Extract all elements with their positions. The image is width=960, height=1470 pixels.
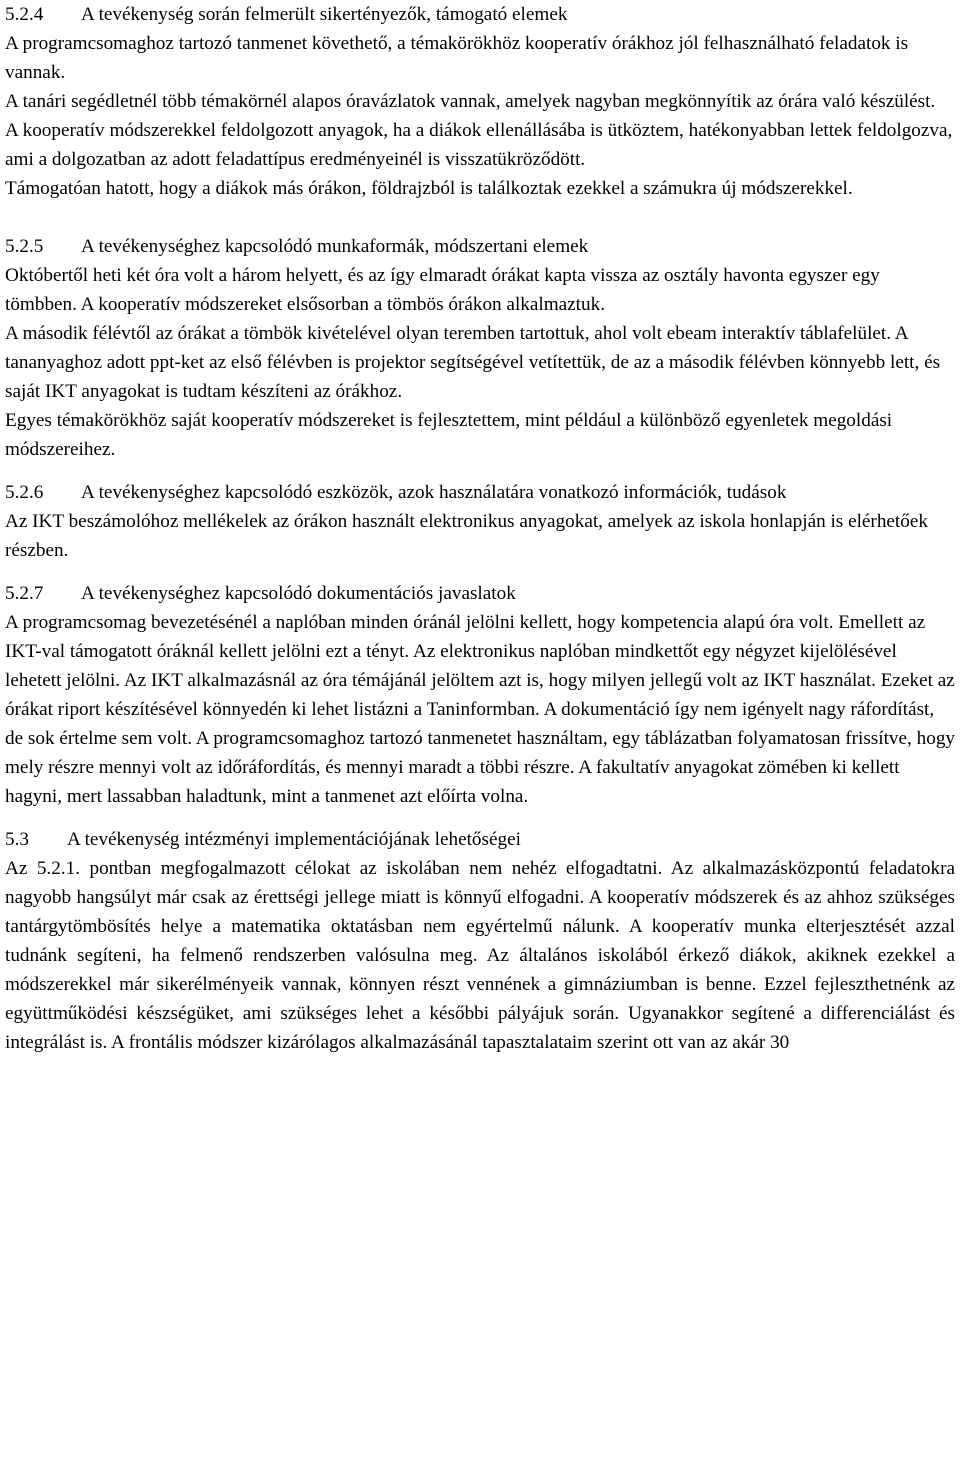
section-number: 5.2.6	[5, 482, 44, 503]
paragraph: Az IKT beszámolóhoz mellékelek az órákon használt elektronikus anyagokat, amelyek az iskola honlapján is elérhetőek részben.	[5, 511, 928, 561]
paragraph: A második félévtől az órákat a tömbök kivételével olyan teremben tartottuk, ahol volt ebeam interaktív táblafelület. A tananyaghoz adott ppt-ket az első félévben is projektor segítségével vetítettük, de az a második félévben könnyebb lett, és saját IKT anyagokat is tudtam készíteni az órákhoz.	[5, 323, 941, 402]
section-heading-5-2-6	[5, 478, 955, 507]
section-title: A tevékenység intézményi implementációjának lehetőségei	[67, 829, 521, 850]
paragraph: Októbertől heti két óra volt a három helyett, és az így elmaradt órákat kapta vissza az osztály havonta egyszer egy tömbben. A kooperatív módszereket elsősorban a tömbös órákon alkalmaztuk.	[5, 265, 880, 315]
section-heading-5-2-4	[5, 0, 955, 29]
section-title: A tevékenység során felmerült sikertényezők, támogató elemek	[81, 4, 568, 25]
paragraph: A tanári segédletnél több témakörnél alapos óravázlatok vannak, amelyek nagyban megkönnyítik az órára való készülést.	[5, 91, 936, 112]
section-number: 5.2.4	[5, 4, 44, 25]
paragraph: Támogatóan hatott, hogy a diákok más órákon, földrajzból is találkoztak ezekkel a számukra új módszerekkel.	[5, 178, 853, 199]
section-title: A tevékenységhez kapcsolódó dokumentációs javaslatok	[81, 583, 516, 604]
paragraph: A programcsomag bevezetésénél a naplóban minden óránál jelölni kellett, hogy kompetencia alapú óra volt. Emellett az IKT-val támogatott óráknál kellett jelölni ezt a tényt. Az elektronikus naplóban mindkettőt egy négyzet kijelölésével lehetett jelölni. Az IKT alkalmazásnál az óra témájánál jelöltem azt is, hogy milyen jellegű volt az IKT használat. Ezeket az órákat riport készítésével könnyedén ki lehet listázni a Taninformban. A dokumentáció így nem igényelt nagy ráfordítást, de sok értelme sem volt. A programcsomaghoz tartozó tanmenetet használtam, egy táblázatban folyamatosan frissítve, hogy mely részre mennyi volt az időráfordítás, és mennyi maradt a többi részre. A fakultatív anyagokat zömében ki kellett hagyni, mert lassabban haladtunk, mint a tanmenet azt előírta volna.	[5, 612, 956, 807]
section-heading-5-2-5	[5, 232, 955, 261]
paragraph: A programcsomaghoz tartozó tanmenet követhető, a témakörökhöz kooperatív órákhoz jól felhasználható feladatok is vannak.	[5, 33, 909, 83]
paragraph: Egyes témakörökhöz saját kooperatív módszereket is fejlesztettem, mint például a különböző egyenletek megoldási módszereihez.	[5, 410, 893, 460]
paragraph: A kooperatív módszerekkel feldolgozott anyagok, ha a diákok ellenállásába is ütköztem, hatékonyabban lettek feldolgozva, ami a dolgozatban az adott feladattípus eredményeinél is visszatükröződött.	[5, 120, 953, 170]
section-number: 5.3	[5, 829, 29, 850]
paragraph: Az 5.2.1. pontban megfogalmazott célokat az iskolában nem nehéz elfogadtatni. Az alkalmazásközpontú feladatokra nagyobb hangsúlyt már csak az érettségi jellege miatt is könnyű elfogadni. A kooperatív módszerek és az ahhoz szükséges tantárgytömbösítés helye a matematika oktatásban nem egyértelmű nálunk. A kooperatív munka elterjesztését azzal tudnánk segíteni, ha felmenő rendszerben valósulna meg. Az általános iskolából érkező diákok, akiknek ezekkel a módszerekkel már sikerélményeik vannak, könnyen részt vennének a gimnáziumban is benne. Ezzel fejleszthetnénk az együttműködési készségüket, ami szükséges lehet a későbbi pályájuk során. Ugyanakkor segítené a differenciálást és integrálást is. A frontális módszer kizárólagos alkalmazásánál tapasztalataim szerint ott van az akár 30	[5, 858, 955, 1053]
section-number: 5.2.7	[5, 583, 44, 604]
section-title: A tevékenységhez kapcsolódó eszközök, azok használatára vonatkozó információk, tudások	[81, 482, 787, 503]
section-number: 5.2.5	[5, 236, 44, 257]
section-title: A tevékenységhez kapcsolódó munkaformák, módszertani elemek	[81, 236, 589, 257]
section-heading-5-3	[5, 825, 955, 854]
section-heading-5-2-7	[5, 579, 955, 608]
document-page	[5, 0, 955, 1057]
